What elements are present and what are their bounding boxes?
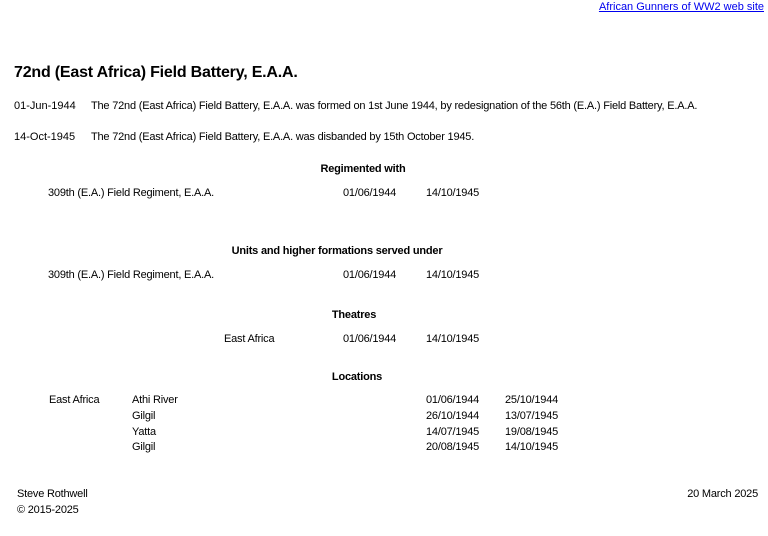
event-date: 14-Oct-1945 <box>14 131 76 143</box>
location-place: Athi River <box>132 394 178 406</box>
footer-copyright: © 2015-2025 <box>17 504 79 516</box>
served-under-unit: 309th (E.A.) Field Regiment, E.A.A. <box>48 269 215 281</box>
regimented-to-date: 14/10/1945 <box>426 187 480 199</box>
location-to-date: 19/08/1945 <box>505 426 559 438</box>
theatre-from-date: 01/06/1944 <box>343 333 397 345</box>
theatre-to-date: 14/10/1945 <box>426 333 480 345</box>
location-to-date: 14/10/1945 <box>505 441 559 453</box>
location-region: East Africa <box>49 394 100 406</box>
event-text: The 72nd (East Africa) Field Battery, E.A.A. was disbanded by 15th October 1945. <box>91 131 475 143</box>
location-place: Gilgil <box>132 441 156 453</box>
location-from-date: 14/07/1945 <box>426 426 480 438</box>
regimented-unit: 309th (E.A.) Field Regiment, E.A.A. <box>48 187 215 199</box>
location-place: Yatta <box>132 426 156 438</box>
site-home-link[interactable]: African Gunners of WW2 web site <box>598 1 764 13</box>
page-title: 72nd (East Africa) Field Battery, E.A.A. <box>14 64 298 81</box>
location-to-date: 13/07/1945 <box>505 410 559 422</box>
location-place: Gilgil <box>132 410 156 422</box>
footer-date: 20 March 2025 <box>687 488 758 500</box>
event-date: 01-Jun-1944 <box>14 100 76 112</box>
regimented-from-date: 01/06/1944 <box>343 187 397 199</box>
served-under-from-date: 01/06/1944 <box>343 269 397 281</box>
theatres-heading: Theatres <box>331 309 377 321</box>
locations-heading: Locations <box>331 371 383 383</box>
location-to-date: 25/10/1944 <box>505 394 559 406</box>
location-from-date: 20/08/1945 <box>426 441 480 453</box>
footer-author: Steve Rothwell <box>17 488 88 500</box>
regimented-with-heading: Regimented with <box>320 163 406 175</box>
served-under-to-date: 14/10/1945 <box>426 269 480 281</box>
event-text: The 72nd (East Africa) Field Battery, E.A.A. was formed on 1st June 1944, by redesignation of the 56th (E.A.) Field Battery, E.A.A. <box>91 100 698 112</box>
theatre-name: East Africa <box>224 333 275 345</box>
location-from-date: 01/06/1944 <box>426 394 480 406</box>
served-under-heading: Units and higher formations served under <box>231 245 443 257</box>
location-from-date: 26/10/1944 <box>426 410 480 422</box>
